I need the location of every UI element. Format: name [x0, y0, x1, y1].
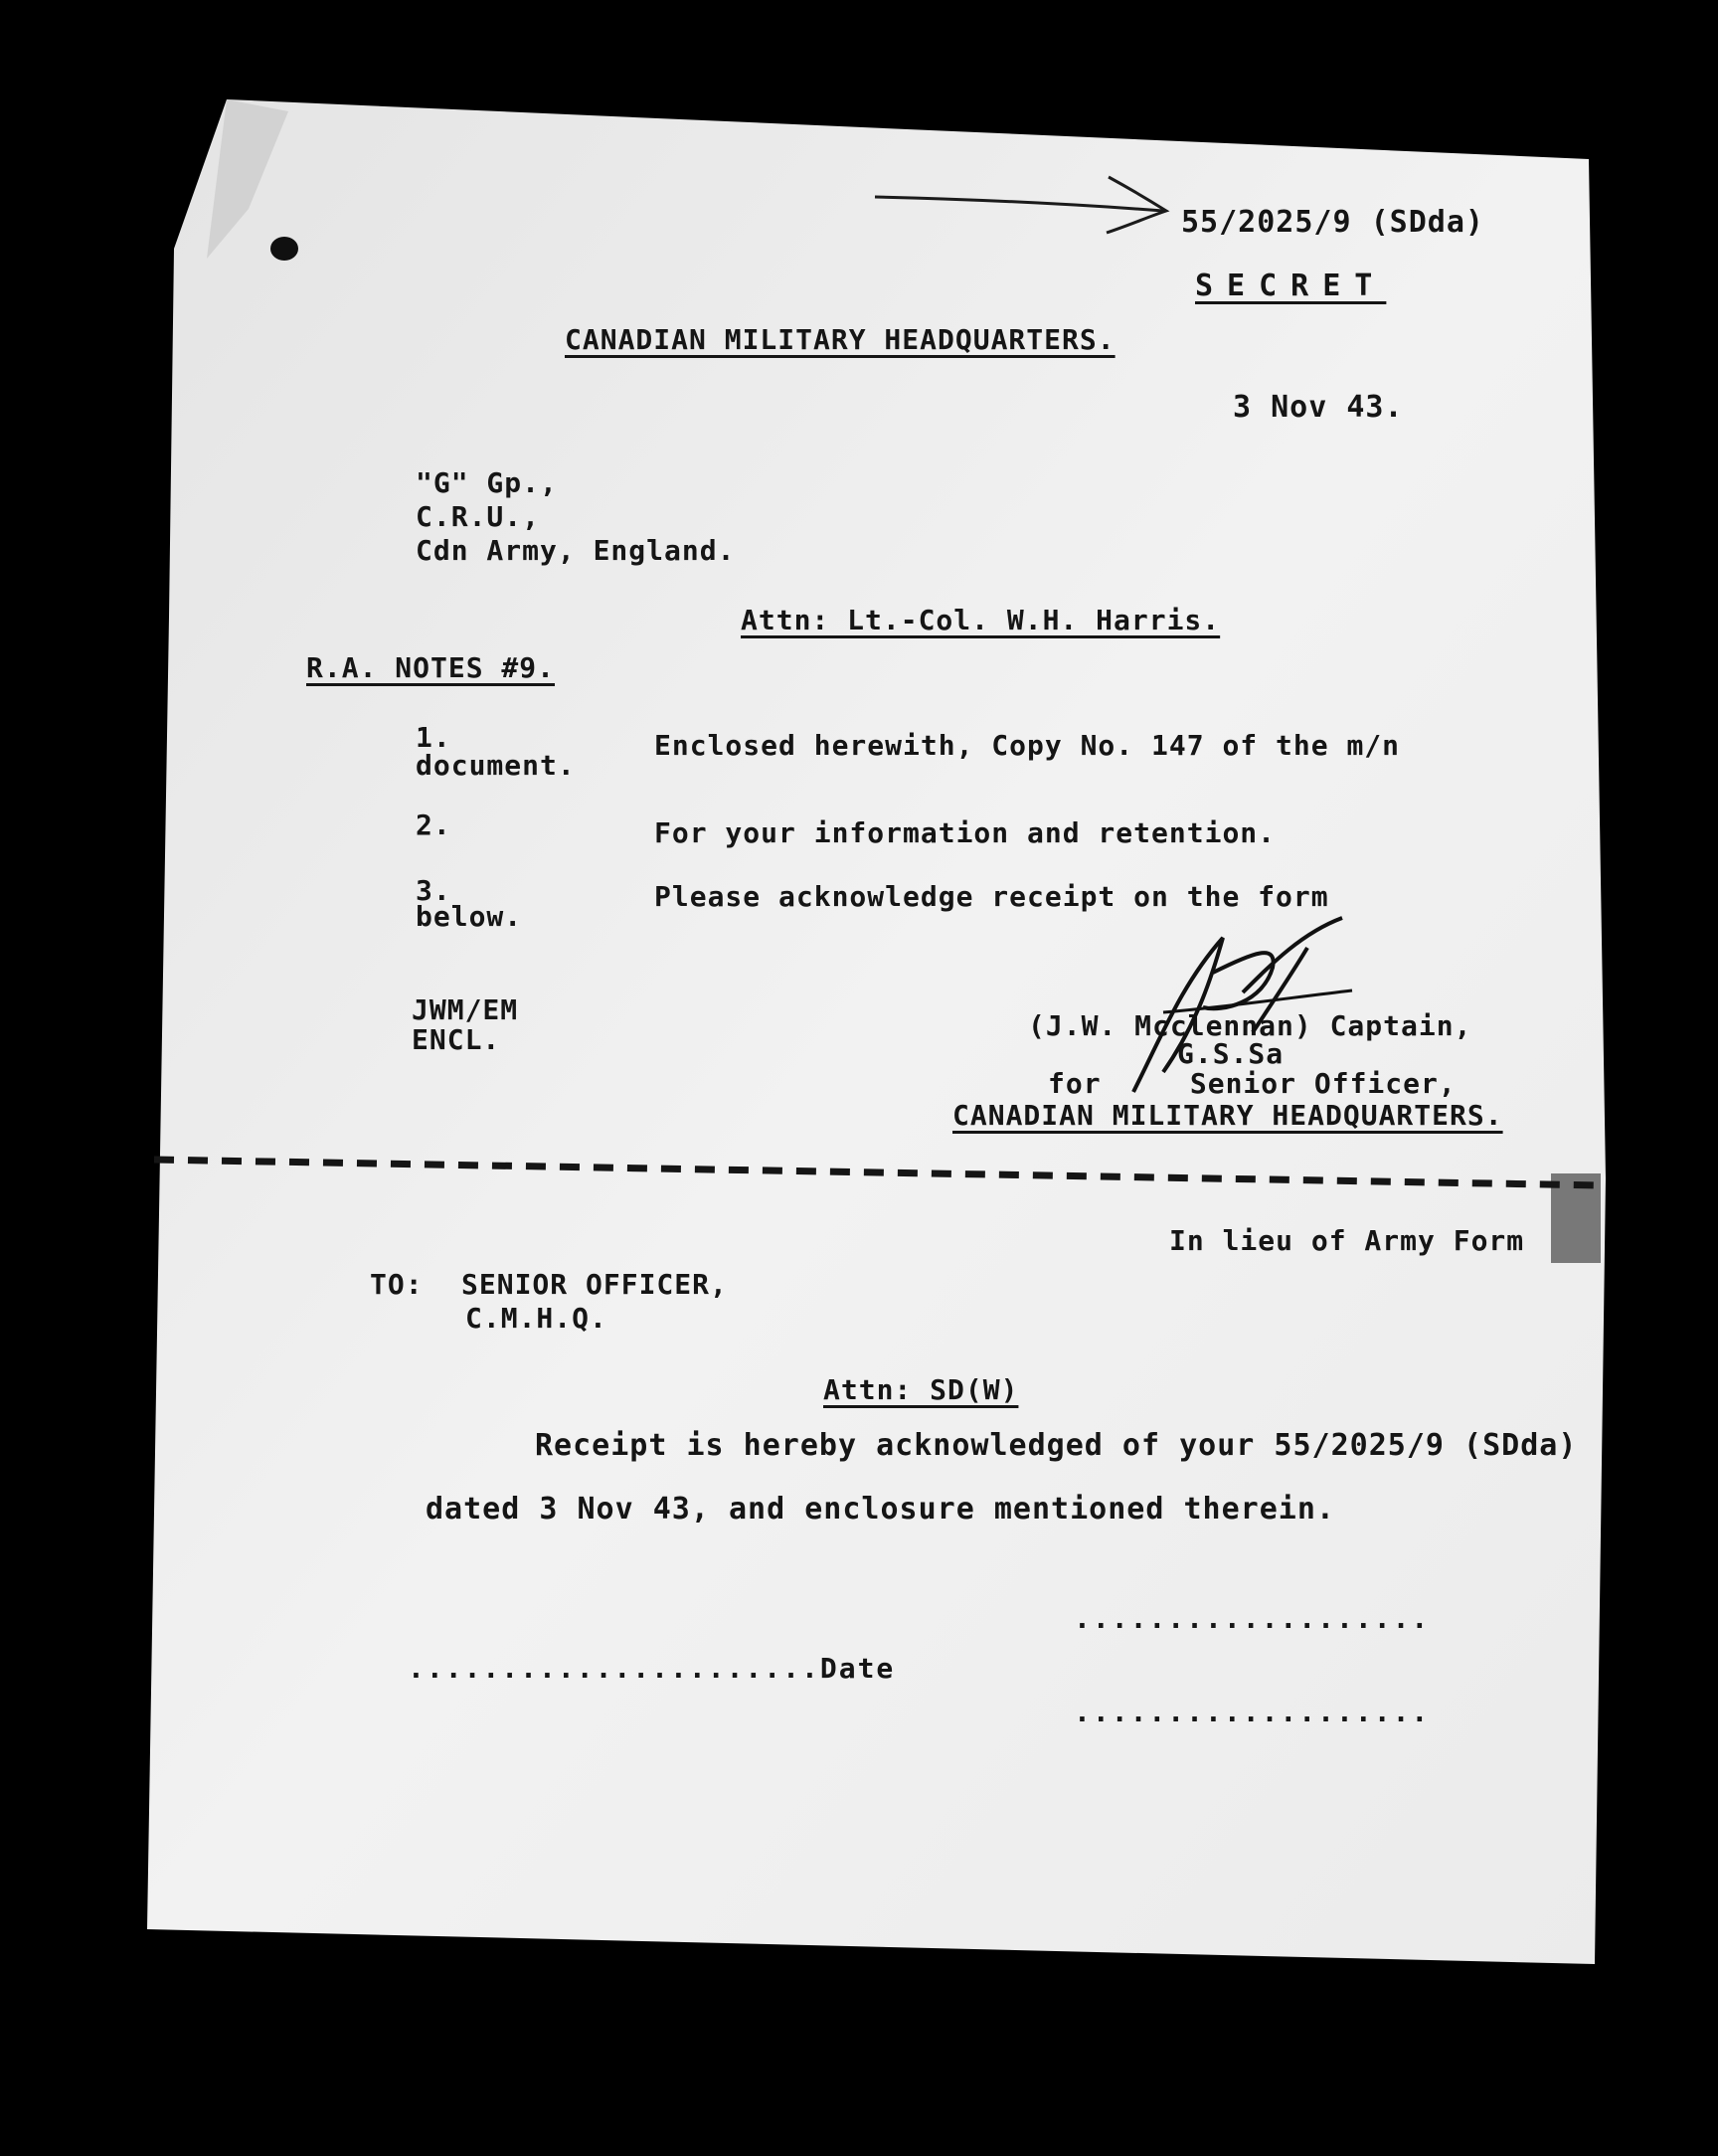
classification-label: SECRET [1195, 269, 1387, 303]
document-date: 3 Nov 43. [1233, 390, 1404, 425]
arrow-annotation [870, 169, 1178, 239]
paragraph-text-1: Enclosed herewith, Copy No. 147 of the m/n [654, 729, 1401, 762]
recipient-line-2: C.M.H.Q. [465, 1302, 607, 1335]
recipient-label: TO: [370, 1268, 424, 1301]
signatory-organization: CANADIAN MILITARY HEADQUARTERS. [952, 1099, 1503, 1132]
paragraph-number-2: 2. [416, 808, 451, 841]
paragraph-text-2: For your information and retention. [654, 816, 1277, 849]
appointment-line: ................... [1074, 1696, 1431, 1728]
paragraph-number-1: 1. [416, 721, 451, 754]
signatory-for-line: for Senior Officer, [1048, 1067, 1457, 1100]
paragraph-continuation-3: below. [416, 900, 523, 933]
tear-off-line [149, 1144, 1606, 1193]
form-note: In lieu of Army Form [1169, 1224, 1525, 1257]
signatory-appointment: G.S.Sa [1177, 1037, 1285, 1070]
reference-initials: JWM/EM [412, 993, 519, 1026]
document-reference: 55/2025/9 (SDda) [1181, 205, 1484, 240]
attention-line: Attn: Lt.-Col. W.H. Harris. [741, 604, 1221, 636]
enclosure-marker: ENCL. [412, 1023, 501, 1056]
receipt-body-line-2: dated 3 Nov 43, and enclosure mentioned therein. [426, 1492, 1335, 1527]
address-line-3: Cdn Army, England. [416, 534, 736, 567]
signatory-name: (J.W. Mcclennan) Captain, [1028, 1009, 1472, 1042]
organization-heading: CANADIAN MILITARY HEADQUARTERS. [565, 323, 1116, 356]
paragraph-number-3: 3. [416, 874, 451, 907]
handwritten-signature [1104, 913, 1362, 1112]
date-line: ......................Date [408, 1652, 896, 1685]
receipt-attention-line: Attn: SD(W) [823, 1373, 1019, 1406]
receipt-body-line-1: Receipt is hereby acknowledged of your 55/2025/9 (SDda) [535, 1428, 1578, 1463]
address-line-1: "G" Gp., [416, 466, 558, 499]
signature-line: ................... [1074, 1602, 1431, 1635]
paragraph-text-3: Please acknowledge receipt on the form [654, 880, 1329, 913]
address-line-2: C.R.U., [416, 500, 541, 533]
paragraph-continuation-1: document. [416, 749, 576, 782]
recipient-line-1: SENIOR OFFICER, [461, 1268, 728, 1301]
subject-heading: R.A. NOTES #9. [306, 651, 556, 684]
